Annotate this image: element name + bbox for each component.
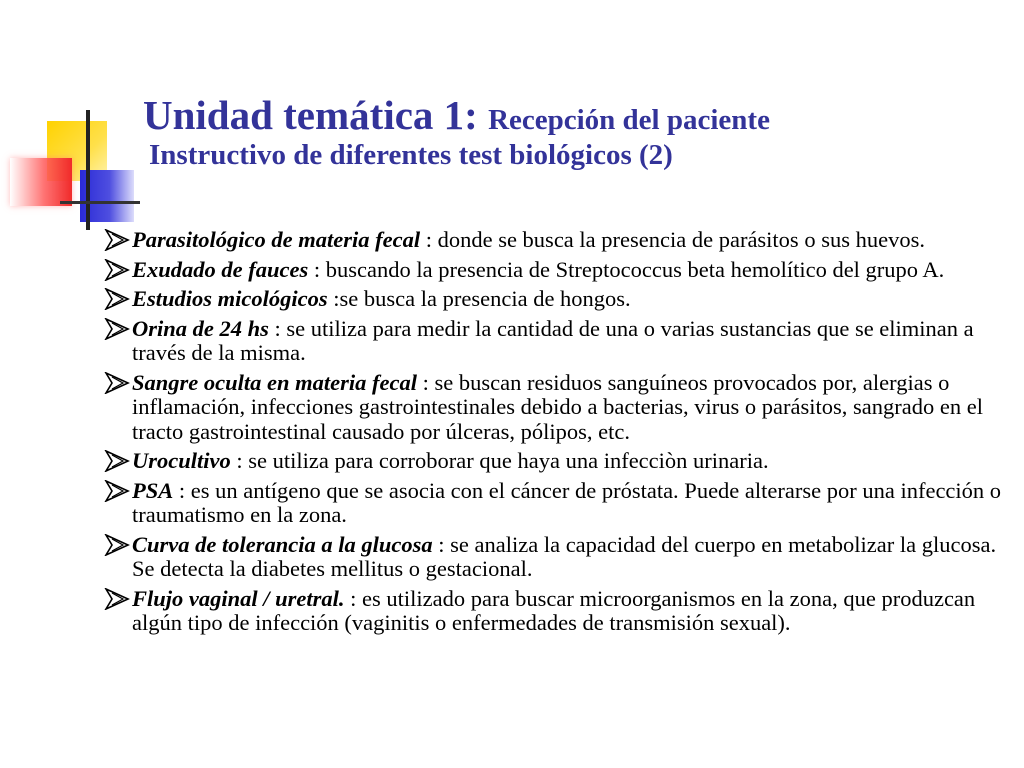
title-second-line: Instructivo de diferentes test biológicos (2) bbox=[149, 139, 673, 172]
item-description: : es un antígeno que se asocia con el cáncer de próstata. Puede alterarse por una infección o traumatismo en la zona. bbox=[132, 477, 1002, 527]
item-term: Sangre oculta en materia fecal bbox=[132, 369, 417, 395]
list-item bbox=[104, 317, 1019, 366]
arrowhead-bullet-icon bbox=[104, 372, 130, 394]
list-item bbox=[104, 587, 1019, 636]
item-term: Orina de 24 hs bbox=[132, 315, 269, 341]
arrowhead-bullet-icon bbox=[104, 288, 130, 310]
list-item bbox=[104, 371, 1019, 445]
slide-title bbox=[143, 93, 770, 172]
item-description: :se busca la presencia de hongos. bbox=[327, 286, 631, 311]
item-term: PSA bbox=[132, 477, 174, 503]
list-item bbox=[104, 533, 1019, 582]
arrowhead-bullet-icon bbox=[104, 534, 130, 556]
title-subtitle: Recepción del paciente bbox=[488, 104, 770, 136]
list-item bbox=[104, 228, 1019, 253]
bullet-list bbox=[104, 228, 1019, 641]
item-term: Exudado de fauces bbox=[132, 256, 309, 282]
item-description: : se buscan residuos sanguíneos provocados por, alergias o inflamación, infecciones gastrointestinales debido a bacterias, virus o parásitos, sangrado en el tracto gastrointestinal causado por úlceras, pólipos, etc. bbox=[132, 369, 983, 444]
list-item bbox=[104, 449, 1019, 474]
item-term: Urocultivo bbox=[132, 448, 231, 473]
item-term: Parasitológico de materia fecal bbox=[132, 227, 421, 252]
list-item bbox=[104, 258, 1019, 283]
vertical-line bbox=[86, 110, 90, 230]
item-description: : buscando la presencia de Streptococcus beta hemolítico del grupo A. bbox=[308, 256, 945, 282]
horizontal-line bbox=[60, 201, 140, 204]
item-description: : se utiliza para corroborar que haya una infecciòn urinaria. bbox=[230, 448, 769, 473]
item-term: Estudios micológicos bbox=[132, 286, 328, 311]
list-item bbox=[104, 479, 1019, 528]
item-term: Flujo vaginal / uretral. bbox=[132, 585, 345, 611]
arrowhead-bullet-icon bbox=[104, 588, 130, 610]
arrowhead-bullet-icon bbox=[104, 229, 130, 251]
arrowhead-bullet-icon bbox=[104, 450, 130, 472]
item-term: Curva de tolerancia a la glucosa bbox=[132, 531, 433, 557]
decorative-squares-logo bbox=[0, 0, 150, 240]
arrowhead-bullet-icon bbox=[104, 318, 130, 340]
arrowhead-bullet-icon bbox=[104, 259, 130, 281]
arrowhead-bullet-icon bbox=[104, 480, 130, 502]
item-description: : se utiliza para medir la cantidad de una o varias sustancias que se eliminan a través de la misma. bbox=[132, 315, 974, 365]
item-description: : se analiza la capacidad del cuerpo en metabolizar la glucosa. Se detecta la diabetes mellitus o gestacional. bbox=[132, 531, 997, 581]
title-main: Unidad temática 1: bbox=[143, 92, 489, 138]
red-square bbox=[10, 158, 72, 206]
item-description: : es utilizado para buscar microorganismos en la zona, que produzcan algún tipo de infección (vaginitis o enfermedades de transmisión sexual). bbox=[132, 585, 976, 635]
item-description: : donde se busca la presencia de parásitos o sus huevos. bbox=[420, 227, 925, 252]
list-item bbox=[104, 287, 1019, 312]
